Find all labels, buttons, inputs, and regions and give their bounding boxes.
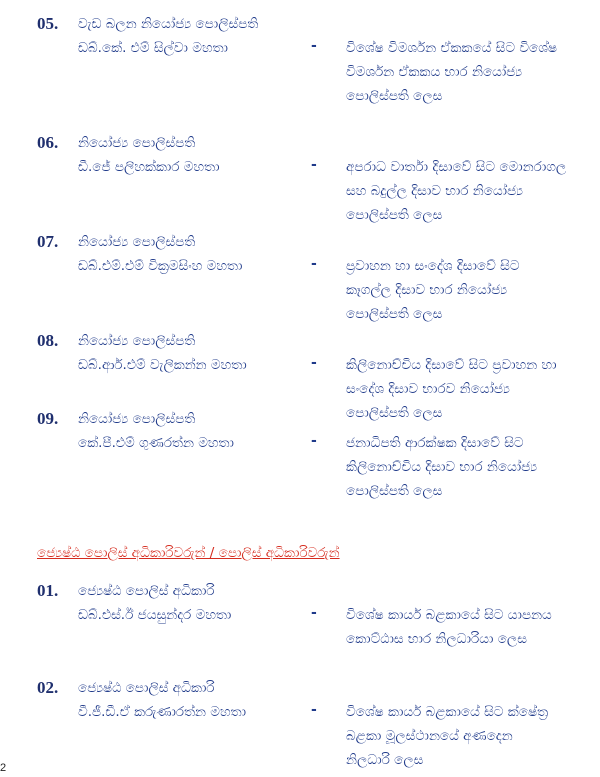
entry-dash: - bbox=[311, 433, 317, 449]
entry-name: ඩබ්.එම්.එම් වික්‍රමසිංහ මහතා bbox=[78, 258, 243, 274]
entry-name: ඩබ්.ආර්.එම් වැලිකන්න මහතා bbox=[78, 357, 247, 373]
entry-dash: - bbox=[311, 355, 317, 371]
entry-duty-line: සහ බදුල්ල දිසාව භාර නියෝජ්‍ය bbox=[346, 183, 523, 199]
entry-number: 09. bbox=[37, 409, 59, 428]
entry-duty-line: කෑගල්ල දිසාව භාර නියෝජ්‍ය bbox=[346, 282, 508, 298]
entry-duty-line: කිලිනොච්චිය දිසාවේ සිට ප්‍රවාහන හා bbox=[346, 357, 557, 373]
entry-name: කේ.පී.එම් ගුණරත්න මහතා bbox=[78, 435, 234, 451]
entry-number: 08. bbox=[37, 331, 59, 350]
entry-duty-line: විශේෂ කාර්ය බළකායේ සිට යාපනය bbox=[346, 607, 552, 623]
entry-duty-line: විශේෂ විමර්ශන ඒකකයේ සිට විශේෂ bbox=[346, 40, 558, 56]
entry-number: 07. bbox=[37, 232, 59, 251]
entry-dash: - bbox=[311, 157, 317, 173]
entry-duty-line: පොලිස්පති ලෙස bbox=[346, 405, 443, 421]
entry-duty-line: පොලිස්පති ලෙස bbox=[346, 483, 443, 499]
entry-rank: නියෝජ්‍ය පොලිස්පති bbox=[78, 234, 196, 250]
entry-duty-line: ප්‍රවාහන හා සංදේශ දිසාවේ සිට bbox=[346, 258, 520, 274]
entry-duty-line: විමර්ශන ඒකකය භාර නියෝජ්‍ය bbox=[346, 64, 523, 80]
entry-duty-line: පොලිස්පති ලෙස bbox=[346, 306, 443, 322]
entry-rank: වැඩ බලන නියෝජ්‍ය පොලිස්පති bbox=[78, 16, 259, 32]
entry-duty-line: ජනාධිපති ආරක්ෂක දිසාවේ සිට bbox=[346, 435, 524, 451]
entry-dash: - bbox=[311, 702, 317, 718]
entry-dash: - bbox=[311, 256, 317, 272]
entry-rank: නියෝජ්‍ය පොලිස්පති bbox=[78, 333, 196, 349]
entry-rank: නියෝජ්‍ය පොලිස්පති bbox=[78, 135, 196, 151]
entry-name: ඩබ්.එස්.ඊ ජයසුන්දර මහතා bbox=[78, 607, 232, 623]
page-number: 2 bbox=[0, 762, 7, 774]
entry-duty-line: නිලධාරි ලෙස bbox=[346, 752, 424, 768]
entry-number: 06. bbox=[37, 133, 59, 152]
entry-rank: ජ්‍යෙෂ්ඨ පොලිස් අධිකාරි bbox=[78, 583, 215, 599]
entry-name: වී.ජී.ඩී.ඒ කරුණාරත්න මහතා bbox=[78, 704, 247, 720]
section-heading: ජ්‍යෙෂ්ඨ පොලිස් අධිකාරිවරුන් / පොලිස් අධිකාරිවරුන් bbox=[37, 545, 340, 561]
entry-duty-line: විශේෂ කාර්ය බළකායේ සිට ක්ෂේත්‍ර bbox=[346, 704, 549, 720]
entry-number: 05. bbox=[37, 14, 59, 33]
entry-dash: - bbox=[311, 38, 317, 54]
entry-number: 02. bbox=[37, 678, 59, 697]
entry-number: 01. bbox=[37, 581, 59, 600]
entry-name: ඩී.ජේ පලිහක්කාර මහතා bbox=[78, 159, 220, 175]
entry-duty-line: අපරාධ වාර්තා දිසාවේ සිට මොනරාගල bbox=[346, 159, 567, 175]
entry-duty-line: බළකා මූලස්ථානයේ අණදෙන bbox=[346, 728, 513, 744]
entry-duty-line: කොට්ඨාස භාර නිලධාරියා ලෙස bbox=[346, 631, 527, 647]
entry-duty-line: කිලිනොච්චිය දිසාව භාර නියෝජ්‍ය bbox=[346, 459, 538, 475]
entry-duty-line: පොලිස්පති ලෙස bbox=[346, 88, 443, 104]
entry-name: ඩබ්.කේ. එම් සිල්වා මහතා bbox=[78, 40, 229, 56]
entry-rank: ජ්‍යෙෂ්ඨ පොලිස් අධිකාරි bbox=[78, 680, 215, 696]
entry-rank: නියෝජ්‍ය පොලිස්පති bbox=[78, 411, 196, 427]
entry-dash: - bbox=[311, 605, 317, 621]
entry-duty-line: පොලිස්පති ලෙස bbox=[346, 207, 443, 223]
entry-duty-line: සංදේශ දිසාව භාරව නියෝජ්‍ය bbox=[346, 381, 510, 397]
